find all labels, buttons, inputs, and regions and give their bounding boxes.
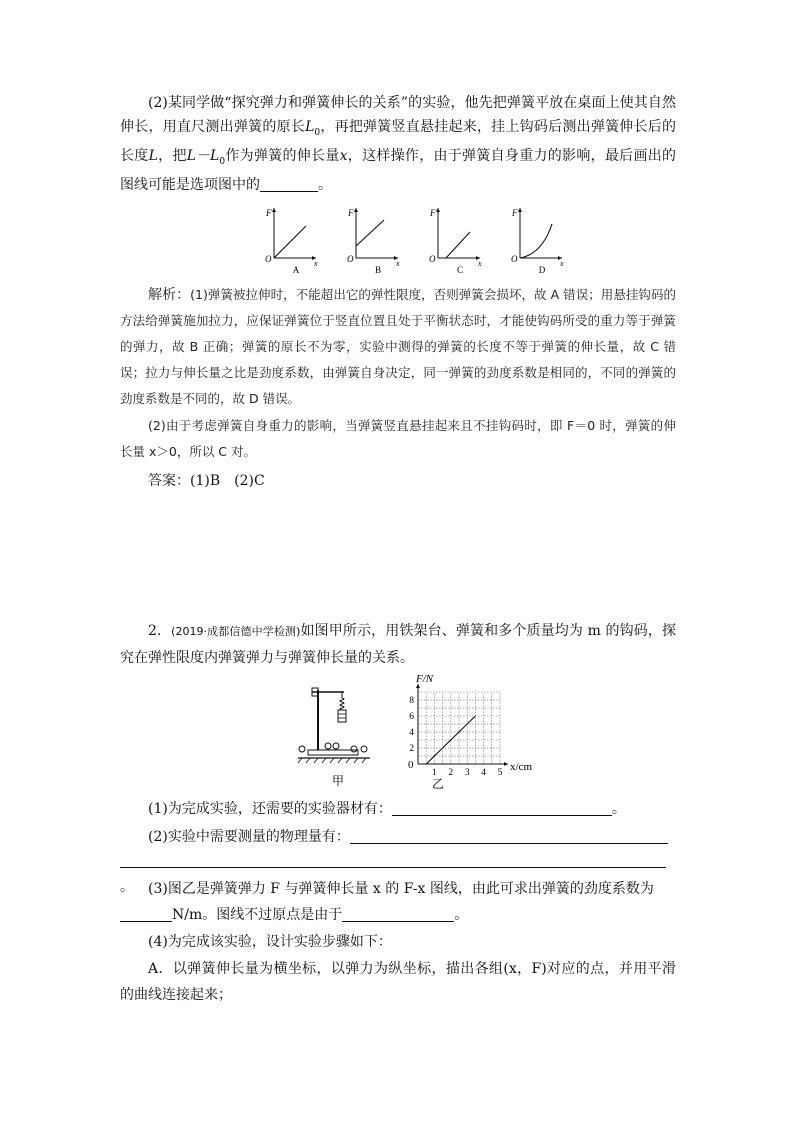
axis-label-x: x (478, 259, 482, 268)
part-label: (2) (148, 95, 168, 111)
x-tick-label: 2 (448, 768, 454, 778)
analysis-p1: (1)弹簧被拉伸时，不能超出它的弹性限度，否则弹簧会损坏，故 A 错误；用悬挂钩码的方法给弹簧施加拉力，应保证弹簧位于竖直位置且处于平衡状态时，才能使钩码所受的重力等于弹簧的弹力，故 B 正确；弹簧的原长不为零，实验中测得的弹簧的长度不等于弹簧的伸长量，故 C 错误；拉力与伸长量之比是劲度系数，由弹簧自身决定，同一弹簧的劲度系数是相同的，不同的弹簧的劲度系数是不同的，故 D 错误。 (120, 287, 676, 406)
blank-quantities-2[interactable] (120, 853, 666, 868)
option-graphs (262, 200, 564, 278)
origin-label: O (265, 254, 272, 264)
x-arrow-icon (504, 762, 508, 766)
period: 。 (318, 177, 332, 194)
y-tick-label: 4 (409, 728, 414, 738)
analysis-2 (120, 413, 676, 465)
period: 。 (454, 907, 469, 923)
graph-line (356, 220, 384, 246)
axis-label-F: F (430, 208, 436, 218)
blank-equipment[interactable] (392, 801, 612, 816)
var-x: x (339, 147, 348, 164)
analysis (120, 282, 676, 412)
var-L0: L (305, 118, 315, 135)
chart-origin-label: 0 (408, 759, 414, 771)
option-label: B (374, 265, 382, 275)
axis-label-F: F (512, 208, 518, 218)
subq-3 (120, 876, 676, 902)
subq-4 (120, 929, 676, 955)
question-text-d: 作为弹簧的伸长量 (225, 147, 340, 164)
question-text-c: ，把 (157, 147, 187, 164)
option-graph-b (347, 208, 400, 275)
subq-3-text-b: N/m。图线不过原点是由于 (172, 907, 343, 923)
y-arrow-icon (518, 208, 522, 212)
subq-1-text: (1)为完成实验，还需要的实验器材有： (148, 801, 392, 817)
x-tick-label: 4 (481, 768, 486, 778)
analysis-label: 解析： (148, 287, 191, 303)
y-arrow-icon (272, 208, 276, 212)
y-tick-label: 2 (409, 744, 414, 754)
var-L0-sub: 0 (314, 127, 321, 138)
axis-label-x: x (396, 259, 400, 268)
x-tick-label: 3 (464, 768, 470, 778)
figure-label-jia: 甲 (331, 774, 345, 788)
expr-sub: 0 (219, 156, 226, 167)
subq-2 (120, 824, 676, 850)
option-label: C (456, 265, 464, 275)
graph-line (520, 224, 552, 258)
step-A (120, 956, 676, 1008)
subq-3-cont (120, 902, 676, 928)
subq-2-text: (2)实验中需要测量的物理量有： (148, 829, 350, 845)
origin-label: O (429, 254, 436, 264)
option-graph-d (511, 208, 564, 275)
subq-1 (120, 796, 676, 822)
figure-label-yi: 乙 (431, 777, 445, 791)
question-2-text: 如图甲所示，用铁架台、弹簧和多个质量均为 m 的钩码，探究在弹性限度内弹簧弹力与弹簧伸长量的关系。 (120, 623, 676, 666)
question-part2 (120, 92, 676, 198)
y-tick-label: 6 (409, 712, 414, 722)
answer-line (120, 470, 676, 494)
option-label: D (538, 265, 546, 275)
subq-4-text: (4)为完成该实验，设计实验步骤如下： (148, 934, 392, 950)
blank-stiffness[interactable] (120, 907, 172, 922)
fx-chart (390, 672, 530, 792)
iron-stand-figure (298, 684, 378, 789)
option-graph-c (429, 208, 482, 275)
chart-xlabel: x/cm (510, 761, 532, 773)
answer-blank[interactable] (260, 177, 318, 192)
question-text: 某同学做“探究弹力和弹簧伸长的关系”的实验，他先把弹簧平放在桌面上使其自然伸长，用直尺测出弹簧的原长 (120, 95, 676, 135)
question-number: 2． (148, 623, 172, 639)
axis-label-x: x (314, 259, 318, 268)
y-arrow-icon (436, 208, 440, 212)
axis-label-F: F (266, 208, 272, 218)
expr-L-minus-L0: L－L (186, 147, 220, 164)
question-source: (2019·成都信德中学检测) (171, 625, 301, 638)
chart-ylabel: F/N (416, 673, 434, 685)
origin-label: O (347, 254, 354, 264)
y-tick-label: 8 (409, 696, 414, 706)
analysis-p2: (2)由于考虑弹簧自身重力的影响，当弹簧竖直悬挂起来且不挂钩码时，即 F＝0 时，弹簧的伸长量 x＞0，所以 C 对。 (120, 418, 676, 459)
period: 。 (120, 879, 134, 895)
question-text-b: ，再把弹簧竖直悬挂起来，挂上钩码后测出弹簧伸长后的长度 (120, 118, 677, 164)
origin-label: O (511, 254, 518, 264)
axis-label-x: x (560, 259, 564, 268)
blank-reason[interactable] (342, 907, 454, 922)
step-A-text: A．以弹簧伸长量为横坐标，以弹力为纵坐标，描出各组(x，F)对应的点，并用平滑的曲线连接起来； (120, 961, 676, 1003)
period: 。 (611, 801, 626, 817)
var-L: L (148, 147, 158, 164)
y-arrow-icon (354, 208, 358, 212)
answer-label: 答案： (148, 473, 190, 489)
x-tick-label: 1 (432, 768, 437, 778)
graph-line (446, 232, 470, 258)
answer-text: (1)B (2)C (190, 473, 265, 489)
axis-label-F: F (348, 208, 354, 218)
subq-3-text: (3)图乙是弹簧弹力 F 与弹簧伸长量 x 的 F-x 图线，由此可求出弹簧的劲度系数为 (148, 881, 654, 897)
graph-line (274, 226, 306, 258)
x-tick-label: 5 (497, 768, 503, 778)
option-graph-a (265, 208, 318, 275)
blank-quantities-1[interactable] (350, 829, 668, 844)
question-2 (120, 618, 676, 671)
option-label: A (292, 265, 300, 275)
question-text-e: ，这样操作，由于弹簧自身重力的影响，最后画出的图线可能是选项图中的 (120, 147, 677, 194)
